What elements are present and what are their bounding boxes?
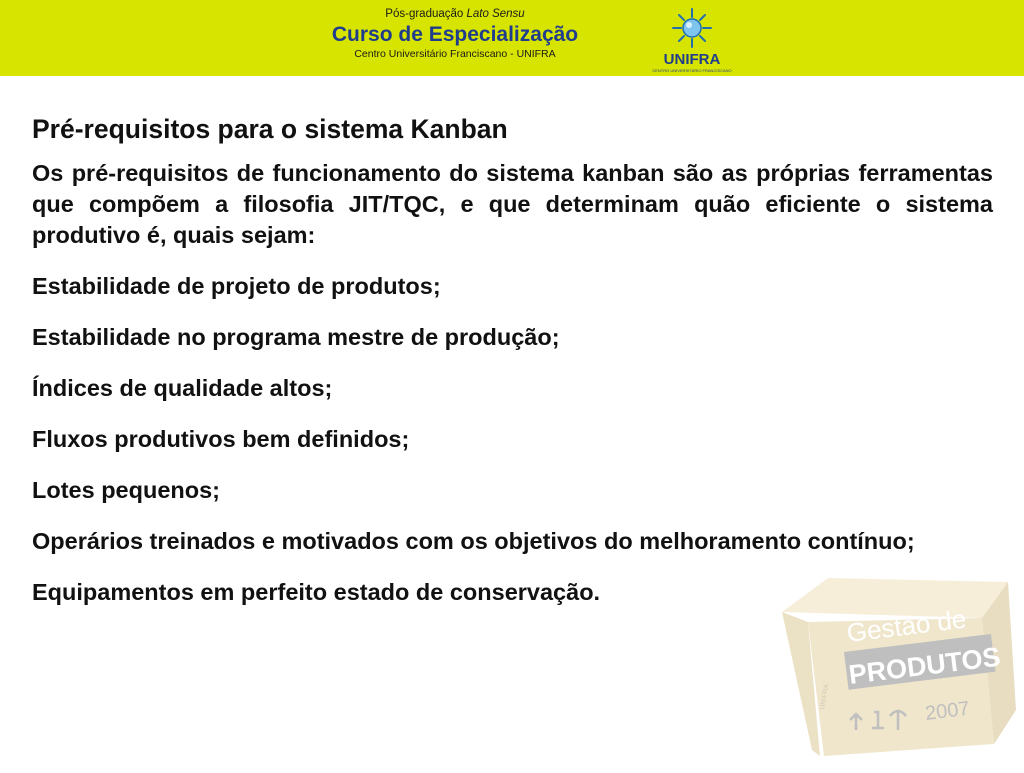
program-line bbox=[230, 7, 680, 21]
header-titles bbox=[230, 7, 680, 61]
logo-text: UNIFRA bbox=[663, 51, 721, 68]
watermark-line1: Gestão de bbox=[845, 603, 968, 648]
program-prefix: Pós-graduação bbox=[385, 8, 467, 20]
slide-content bbox=[32, 112, 993, 628]
list-item: Índices de qualidade altos; bbox=[32, 375, 333, 401]
list-item: Estabilidade de projeto de produtos; bbox=[32, 273, 441, 299]
slide-title: Pré-requisitos para o sistema Kanban bbox=[32, 114, 508, 144]
list-item: Estabilidade no programa mestre de produção; bbox=[32, 324, 560, 350]
list-item: Fluxos produtivos bem definidos; bbox=[32, 426, 410, 452]
list-item: Operários treinados e motivados com os objetivos do melhoramento contínuo; bbox=[32, 528, 915, 554]
logo-subtext: CENTRO UNIVERSITÁRIO FRANCISCANO bbox=[652, 68, 732, 73]
program-italic: Lato Sensu bbox=[466, 8, 525, 20]
watermark-year: 2007 bbox=[923, 697, 971, 725]
sun-logo-icon bbox=[652, 6, 732, 74]
institution-line: Centro Universitário Franciscano - UNIFRA bbox=[354, 48, 556, 60]
intro-paragraph: Os pré-requisitos de funcionamento do sistema kanban são as próprias ferramentas que compõem a filosofia JIT/TQC, e que determinam quão eficiente o sistema produtivo é, quais sejam: bbox=[32, 160, 993, 248]
course-title: Curso de Especialização bbox=[331, 23, 579, 46]
unifra-logo bbox=[652, 6, 732, 74]
list-item: Lotes pequenos; bbox=[32, 477, 221, 503]
header-bar bbox=[0, 0, 1024, 76]
watermark-side-text: UNIFRA bbox=[819, 683, 831, 711]
list-item: Equipamentos em perfeito estado de conservação. bbox=[32, 579, 601, 605]
watermark-line2: PRODUTOS bbox=[847, 641, 1003, 690]
handling-symbols-icon bbox=[850, 711, 906, 730]
